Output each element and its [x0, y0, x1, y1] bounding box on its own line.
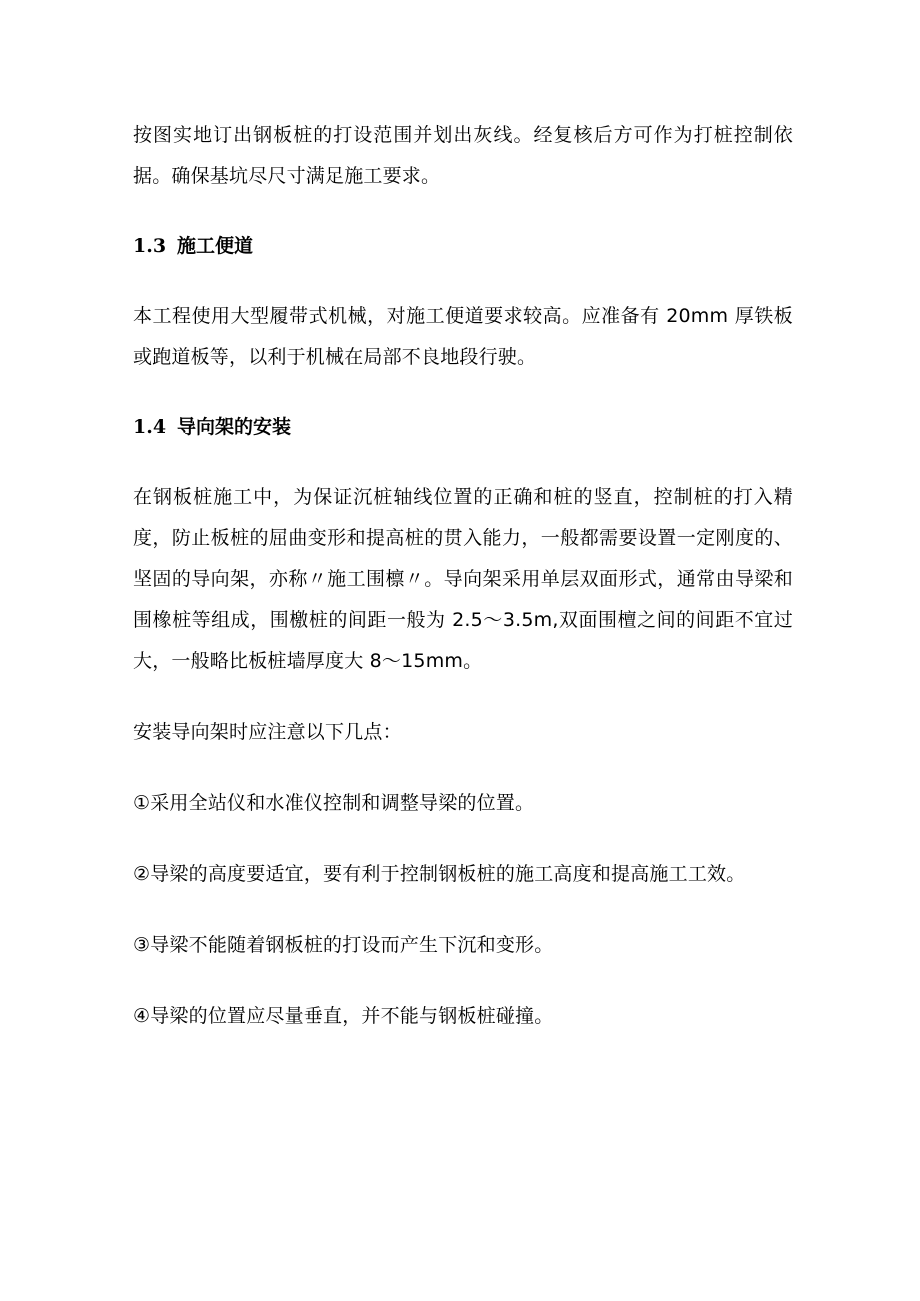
paragraph-guide-frame: 在钢板桩施工中，为保证沉桩轴线位置的正确和桩的竖直，控制桩的打入精度，防止板桩的屈曲变形和提高桩的贯入能力，一般都需要设置一定刚度的、坚固的导向架，亦称〃施工围檩〃。导向架采用单层双面形式，通常由导梁和围橡桩等组成，围檄桩的间距一般为 2.5～3.5m,双面围檀之间的间距不宜过大，一般略比板桩墙厚度大 8～15mm。 [133, 486, 793, 672]
list-item-2: ②导梁的高度要适宜，要有利于控制钢板桩的施工高度和提高施工工效。 [133, 863, 746, 885]
section-title: 导向架的安装 [177, 416, 292, 438]
section-heading-1-4 [133, 407, 793, 448]
paragraph-install-notes-intro: 安装导向架时应注意以下几点： [133, 721, 402, 743]
section-number: 1.4 [133, 416, 167, 438]
section-title: 施工便道 [177, 235, 254, 257]
document-body [133, 115, 793, 1037]
list-item-4: ④导梁的位置应尽量垂直，并不能与钢板桩碰撞。 [133, 1005, 554, 1027]
list-item-1: ①采用全站仪和水准仪控制和调整导梁的位置。 [133, 792, 535, 814]
paragraph-access-road: 本工程使用大型履带式机械，对施工便道要求较高。应准备有 20mm 厚铁板或跑道板等，以利于机械在局部不良地段行驶。 [133, 305, 793, 368]
paragraph-layout-lines: 按图实地订出钢板桩的打设范围并划出灰线。经复核后方可作为打桩控制依据。确保基坑尽尺寸满足施工要求。 [133, 124, 793, 187]
section-heading-1-3 [133, 226, 793, 267]
list-item-3: ③导梁不能随着钢板桩的打设而产生下沉和变形。 [133, 934, 554, 956]
section-number: 1.3 [133, 235, 167, 257]
